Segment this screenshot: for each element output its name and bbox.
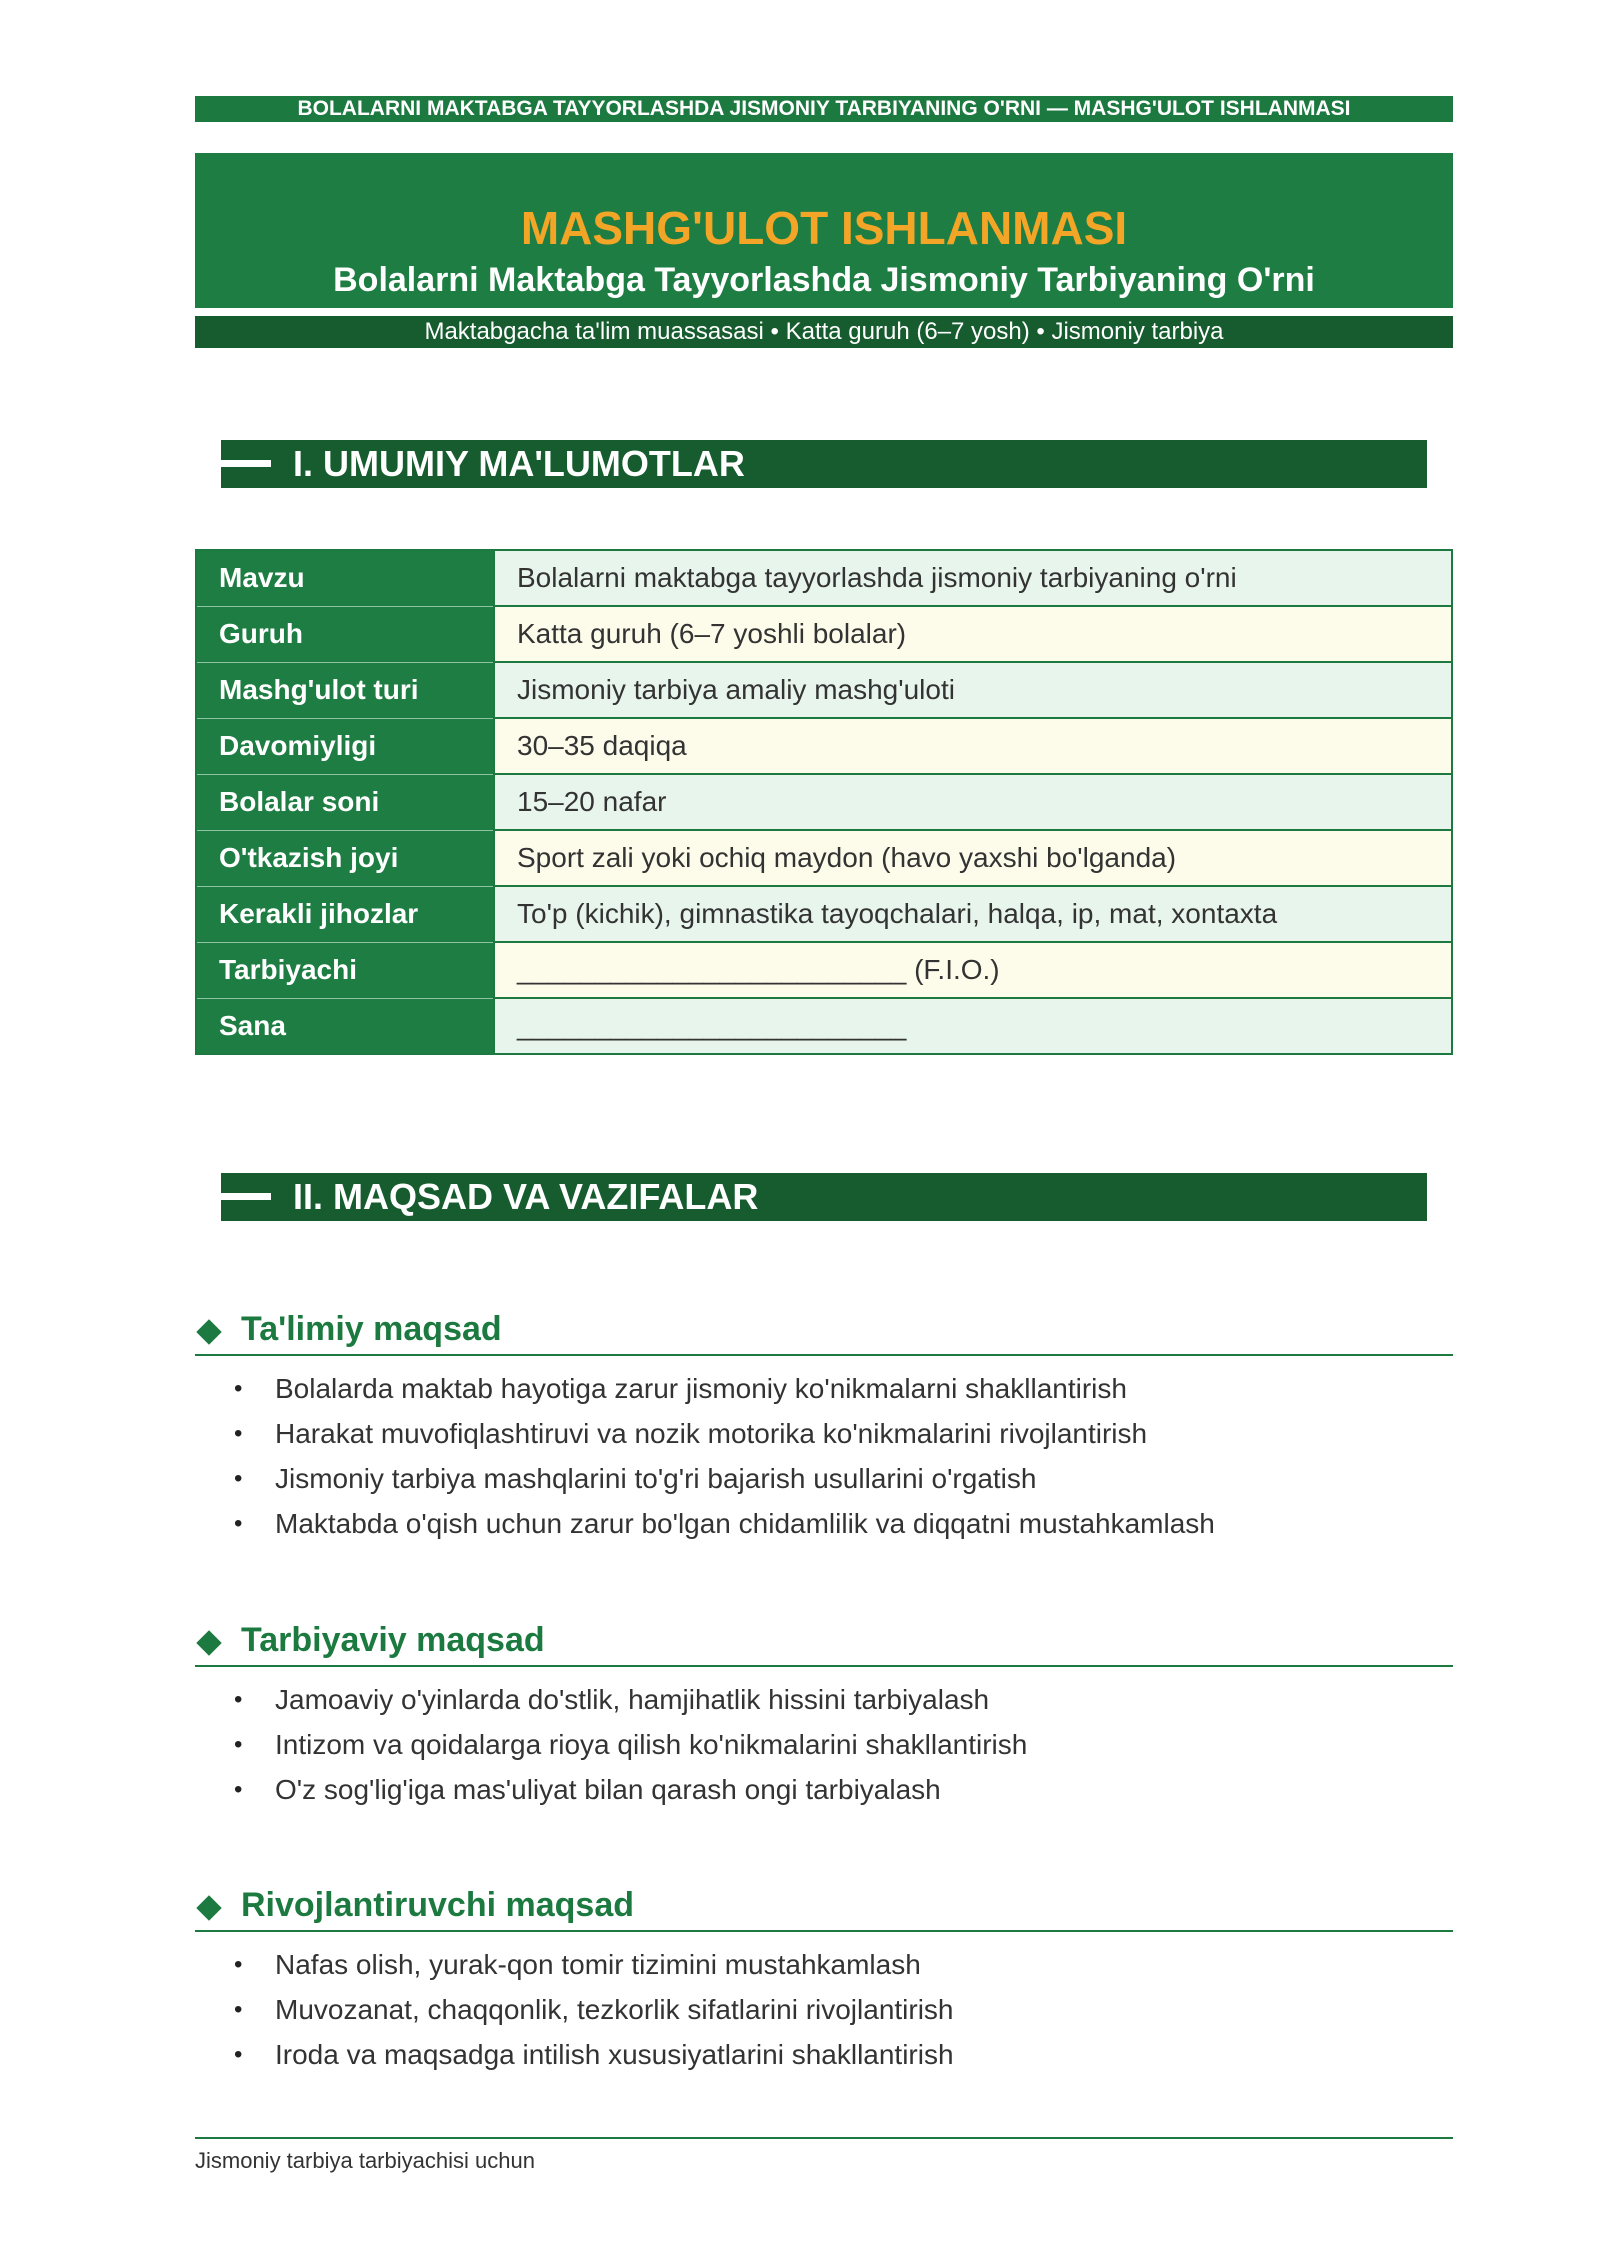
document-title: MASHG'ULOT ISHLANMASI [520,202,1128,254]
list-item [195,1722,1453,1767]
goal-heading-label: Tarbiyaviy maqsad [241,1621,545,1659]
row-key: O'tkazish joyi [196,830,494,886]
row-key: Bolalar soni [196,774,494,830]
page-footer: Jismoniy tarbiya tarbiyachisi uchun [195,2148,535,2173]
general-info-table [195,549,1453,1055]
list-item-text: Harakat muvofiqlashtiruvi va nozik motorika ko'nikmalarini rivojlantirish [275,1418,1148,1449]
goal-list-developmental [195,1942,1453,2077]
goal-list-educational [195,1366,1453,1546]
meta-line: Maktabgacha ta'lim muassasasi • Katta guruh (6–7 yosh) • Jismoniy tarbiya [195,316,1453,348]
diamond-bullet-icon [196,1895,221,1920]
running-header: BOLALARNI MAKTABGA TAYYORLASHDA JISMONIY TARBIYANING O'RNI — MASHG'ULOT ISHLANMASI [195,96,1453,122]
table-row [196,830,1452,886]
table-row [196,998,1452,1054]
goal-heading-label: Rivojlantiruvchi maqsad [241,1886,634,1924]
row-value: _________________________ (F.I.O.) [494,942,1452,998]
goal-heading-upbringing [195,1617,1453,1667]
bullet-dot-icon: • [234,1465,243,1492]
list-item [195,2032,1453,2077]
list-item-text: Jamoaviy o'yinlarda do'stlik, hamjihatlik hissini tarbiyalash [275,1684,990,1715]
row-key: Tarbiyachi [196,942,494,998]
list-item-text: Nafas olish, yurak-qon tomir tizimini mustahkamlash [275,1949,921,1980]
row-value: Katta guruh (6–7 yoshli bolalar) [494,606,1452,662]
title-block [195,153,1453,308]
table-row [196,550,1452,606]
diamond-bullet-icon [196,1319,221,1344]
goal-heading-developmental [195,1882,1453,1932]
list-item-text: Iroda va maqsadga intilish xususiyatlarini shakllantirish [275,2039,954,2070]
document-subtitle: Bolalarni Maktabga Tayyorlashda Jismoniy Tarbiyaning O'rni [333,261,1315,299]
row-key: Mashg'ulot turi [196,662,494,718]
row-value: 30–35 daqiqa [494,718,1452,774]
list-item-text: Muvozanat, chaqqonlik, tezkorlik sifatlarini rivojlantirish [275,1994,954,2025]
table-row [196,662,1452,718]
table-row [196,774,1452,830]
bullet-dot-icon: • [234,1776,243,1803]
row-value: 15–20 nafar [494,774,1452,830]
bullet-dot-icon: • [234,1375,243,1402]
list-item-text: Jismoniy tarbiya mashqlarini to'g'ri bajarish usullarini o'rgatish [275,1463,1037,1494]
row-key: Sana [196,998,494,1054]
bullet-dot-icon: • [234,1951,243,1978]
list-item [195,1366,1453,1411]
table-row [196,886,1452,942]
table-row [196,942,1452,998]
row-value: To'p (kichik), gimnastika tayoqchalari, halqa, ip, mat, xontaxta [494,886,1452,942]
row-value: Bolalarni maktabga tayyorlashda jismoniy tarbiyaning o'rni [494,550,1452,606]
section-title: I. UMUMIY MA'LUMOTLAR [293,443,745,484]
list-item-text: Intizom va qoidalarga rioya qilish ko'nikmalarini shakllantirish [275,1729,1028,1760]
list-item [195,1501,1453,1546]
footer-divider [195,2137,1453,2139]
list-item-text: Bolalarda maktab hayotiga zarur jismoniy ko'nikmalarni shakllantirish [275,1373,1127,1404]
list-item [195,1767,1453,1812]
bullet-dot-icon: • [234,2041,243,2068]
row-value: Sport zali yoki ochiq maydon (havo yaxshi bo'lganda) [494,830,1452,886]
list-item [195,1942,1453,1987]
table-row [196,718,1452,774]
goal-heading-educational [195,1306,1453,1356]
row-key: Kerakli jihozlar [196,886,494,942]
row-value: _________________________ [494,998,1452,1054]
bullet-dot-icon: • [234,1420,243,1447]
goal-list-upbringing [195,1677,1453,1812]
list-item [195,1677,1453,1722]
section-heading-goals [221,1173,1427,1221]
table-row [196,606,1452,662]
bullet-dot-icon: • [234,1731,243,1758]
list-item-text: Maktabda o'qish uchun zarur bo'lgan chidamlilik va diqqatni mustahkamlash [275,1508,1215,1539]
heading-dash-mark [221,460,271,467]
section-title: II. MAQSAD VA VAZIFALAR [293,1176,759,1217]
row-key: Davomiyligi [196,718,494,774]
list-item [195,1987,1453,2032]
row-key: Guruh [196,606,494,662]
row-value: Jismoniy tarbiya amaliy mashg'uloti [494,662,1452,718]
list-item-text: O'z sog'lig'iga mas'uliyat bilan qarash ongi tarbiyalash [275,1774,941,1805]
list-item [195,1411,1453,1456]
bullet-dot-icon: • [234,1996,243,2023]
bullet-dot-icon: • [234,1510,243,1537]
goal-heading-label: Ta'limiy maqsad [241,1310,502,1348]
bullet-dot-icon: • [234,1686,243,1713]
section-heading-general-info [221,440,1427,488]
list-item [195,1456,1453,1501]
diamond-bullet-icon [196,1630,221,1655]
heading-dash-mark [221,1193,271,1200]
row-key: Mavzu [196,550,494,606]
